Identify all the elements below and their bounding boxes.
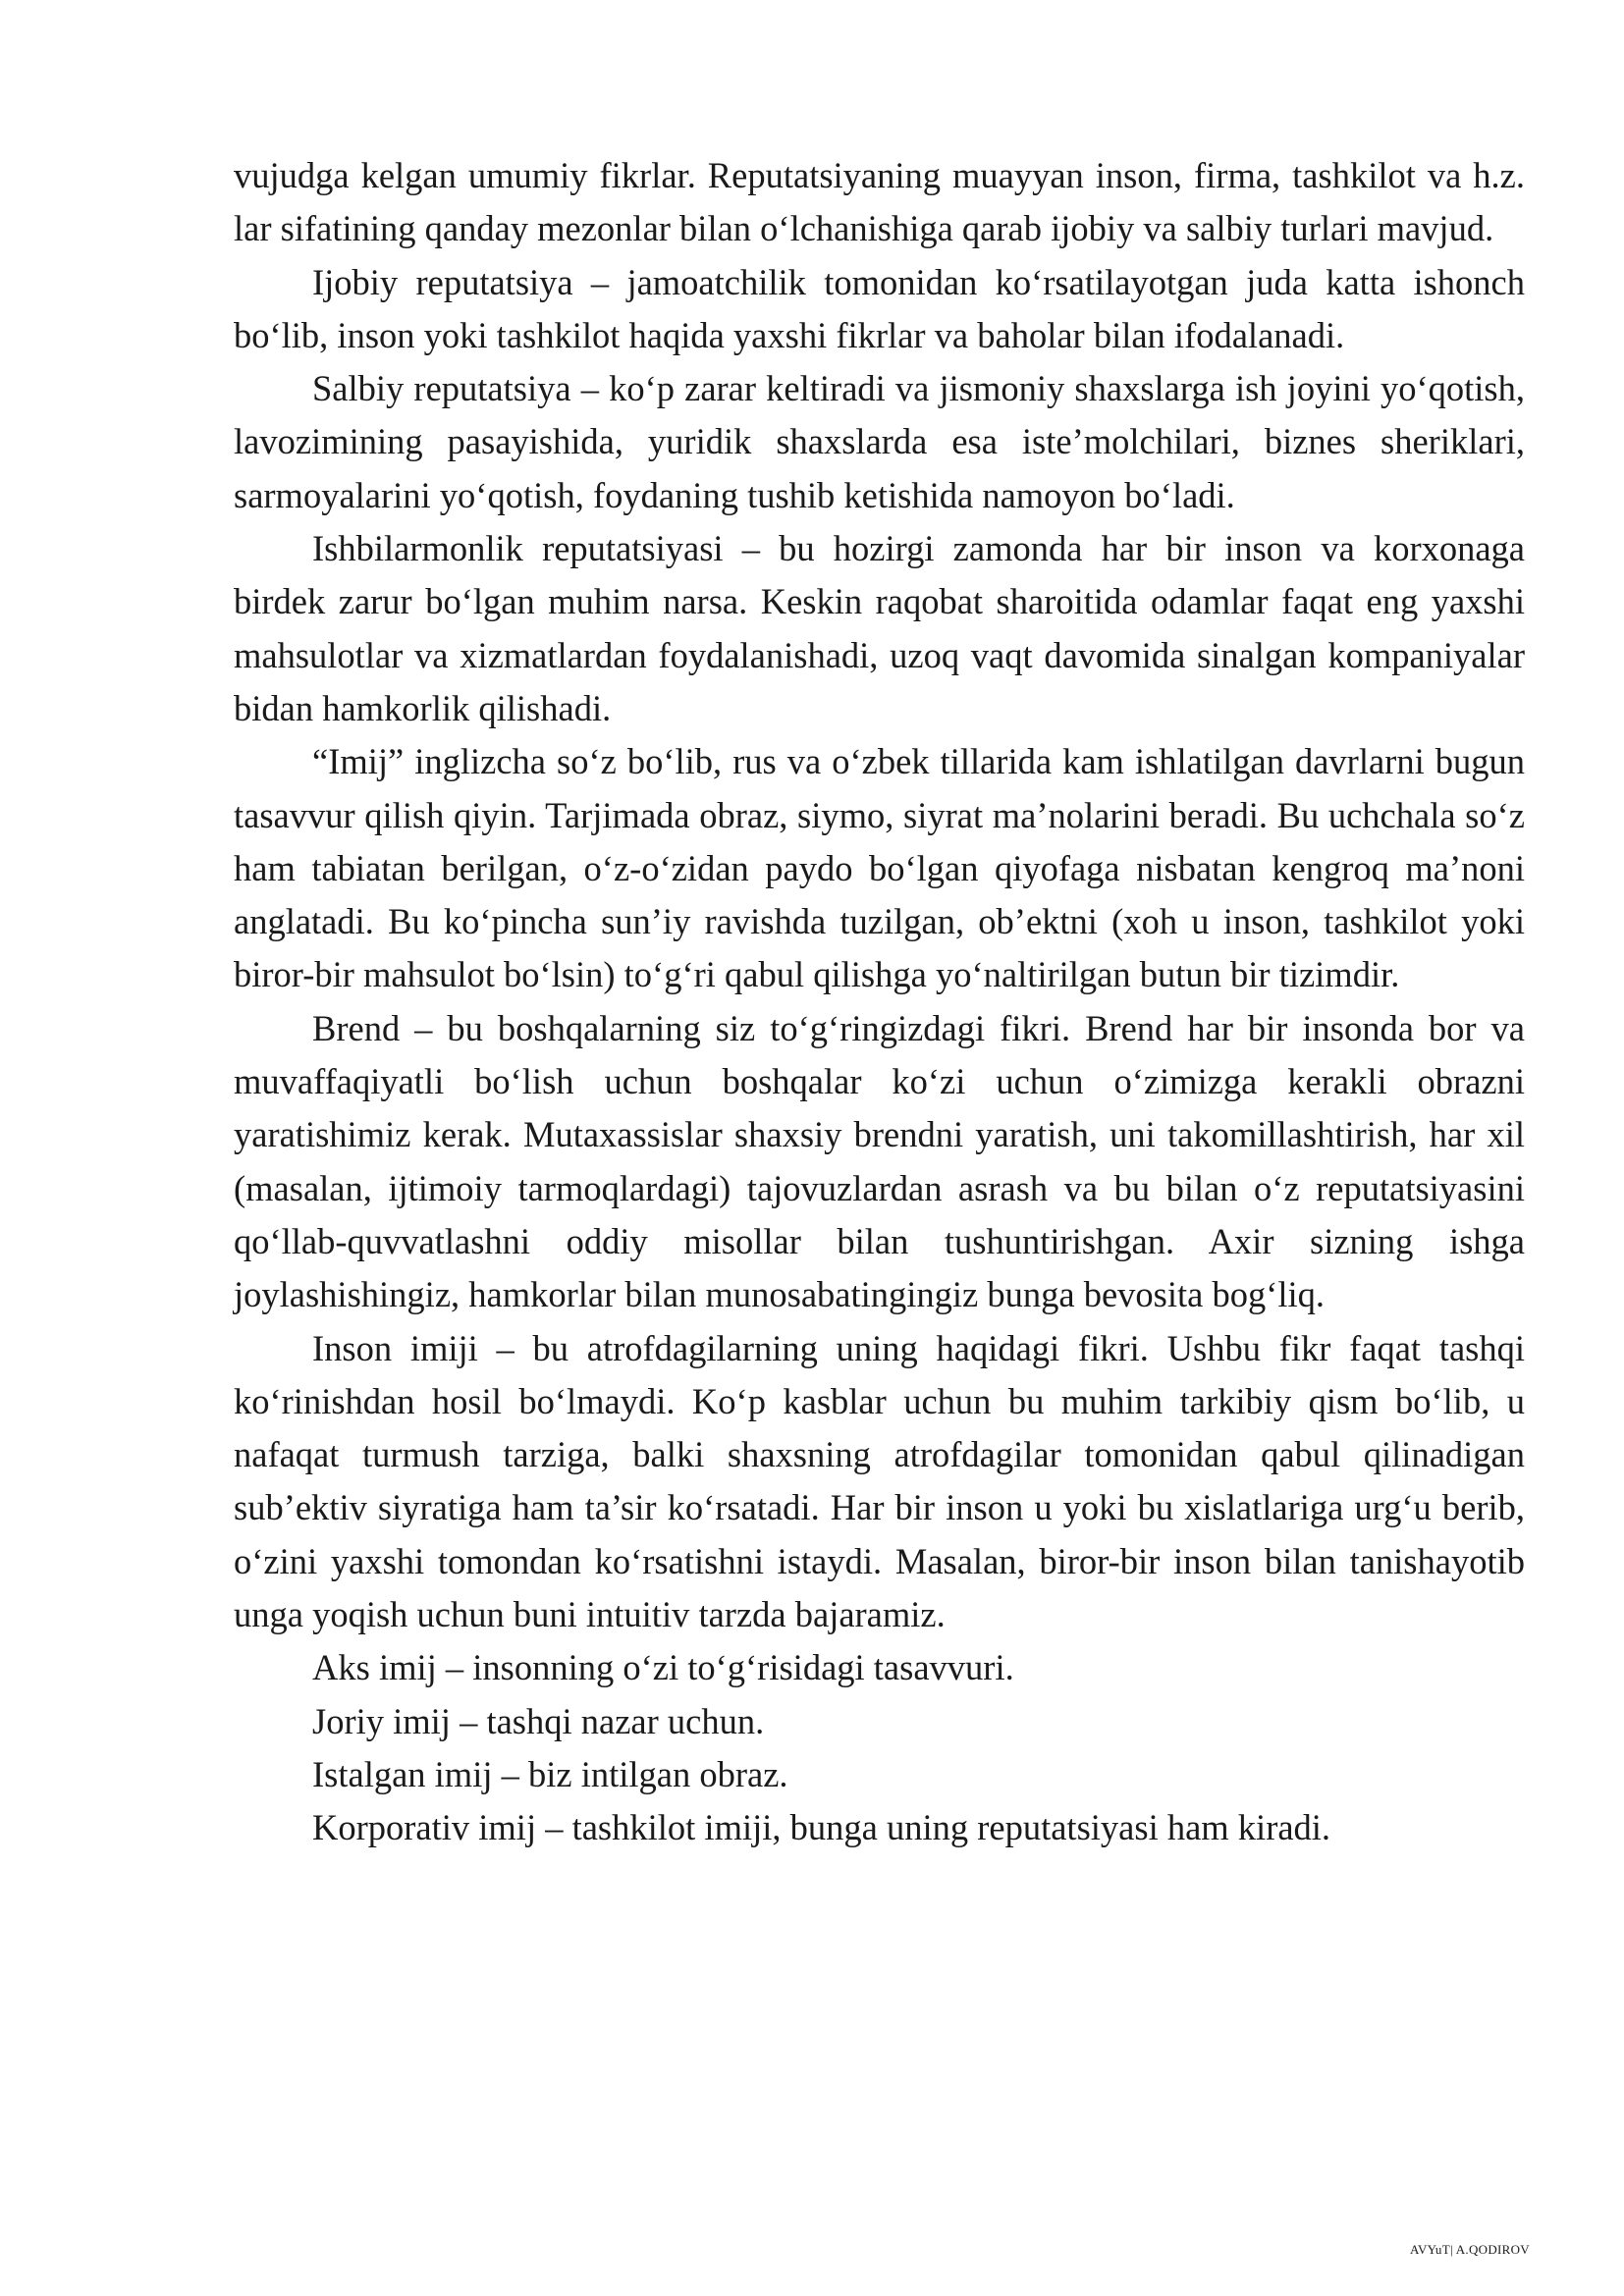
page-footer: AVYuT| A.QODIROV: [1409, 2242, 1530, 2257]
paragraph-ishbilarmonlik-reputatsiyasi: Ishbilarmonlik reputatsiyasi – bu hozirgi zamonda har bir inson va korxonaga birdek zarur bo‘lgan muhim narsa. Keskin raqobat sharoitida odamlar faqat eng yaxshi mahsulotlar va xizmatlardan foydalanishadi, uzoq vaqt davomida sinalgan kompaniyalar bidan hamkorlik qilishadi.: [234, 528, 1525, 728]
paragraph-korporativ-imij: Korporativ imij – tashkilot imiji, bunga uning reputatsiyasi ham kiradi.: [312, 1807, 1331, 1848]
paragraph-ijobiy-reputatsiya: Ijobiy reputatsiya – jamoatchilik tomonidan ko‘rsatilayotgan juda katta ishonch bo‘lib, inson yoki tashkilot haqida yaxshi fikrlar va baholar bilan ifodalanadi.: [234, 261, 1525, 355]
paragraph-aks-imij: Aks imij – insonning o‘zi to‘g‘risidagi tasavvuri.: [312, 1647, 1014, 1688]
paragraph-istalgan-imij: Istalgan imij – biz intilgan obraz.: [312, 1753, 788, 1794]
document-body: [234, 149, 1525, 1855]
paragraph-joriy-imij: Joriy imij – tashqi nazar uchun.: [312, 1700, 765, 1741]
paragraph-inson-imiji: Inson imiji – bu atrofdagilarning uning haqidagi fikri. Ushbu fikr faqat tashqi ko‘rinishdan hosil bo‘lmaydi. Ko‘p kasblar uchun bu muhim tarkibiy qism bo‘lib, u nafaqat turmush tarziga, balki shaxsning atrofdagilar tomonidan qabul qilinadigan sub’ektiv siyratiga ham ta’sir ko‘rsatadi. Har bir inson u yoki bu xislatlariga urg‘u berib, o‘zini yaxshi tomondan ko‘rsatishni istaydi. Masalan, biror-bir inson bilan tanishayotib unga yoqish uchun buni intuitiv tarzda bajaramiz.: [234, 1327, 1525, 1635]
paragraph-imij: “Imij” inglizcha so‘z bo‘lib, rus va o‘zbek tillarida kam ishlatilgan davrlarni bugun tasavvur qilish qiyin. Tarjimada obraz, siymo, siyrat ma’nolarini beradi. Bu uchchala so‘z ham tabiatan berilgan, o‘z-o‘zidan paydo bo‘lgan qiyofaga nisbatan kengroq ma’noni anglatadi. Bu ko‘pincha sun’iy ravishda tuzilgan, ob’ektni (xoh u inson, tashkilot yoki biror-bir mahsulot bo‘lsin) to‘g‘ri qabul qilishga yo‘naltirilgan butun bir tizimdir.: [234, 741, 1525, 995]
paragraph-continuation: vujudga kelgan umumiy fikrlar. Reputatsiyaning muayyan inson, firma, tashkilot va h.z. lar sifatining qanday mezonlar bilan o‘lchanishiga qarab ijobiy va salbiy turlari mavjud.: [234, 155, 1525, 249]
paragraph-brend: Brend – bu boshqalarning siz to‘g‘ringizdagi fikri. Brend har bir insonda bor va muvaffaqiyatli bo‘lish uchun boshqalar ko‘zi uchun o‘zimizga kerakli obrazni yaratishimiz kerak. Mutaxassislar shaxsiy brendni yaratish, uni takomillashtirish, har xil (masalan, ijtimoiy tarmoqlardagi) tajovuzlardan asrash va bu bilan o‘z reputatsiyasini qo‘llab-quvvatlashni oddiy misollar bilan tushuntirishgan. Axir sizning ishga joylashishingiz, hamkorlar bilan munosabatingingiz bunga bevosita bog‘liq.: [234, 1007, 1525, 1315]
paragraph-salbiy-reputatsiya: Salbiy reputatsiya – ko‘p zarar keltiradi va jismoniy shaxslarga ish joyini yo‘qotish, lavozimining pasayishida, yuridik shaxslarda esa iste’molchilari, biznes sheriklari, sarmoyalarini yo‘qotish, foydaning tushib ketishida namoyon bo‘ladi.: [234, 368, 1525, 515]
